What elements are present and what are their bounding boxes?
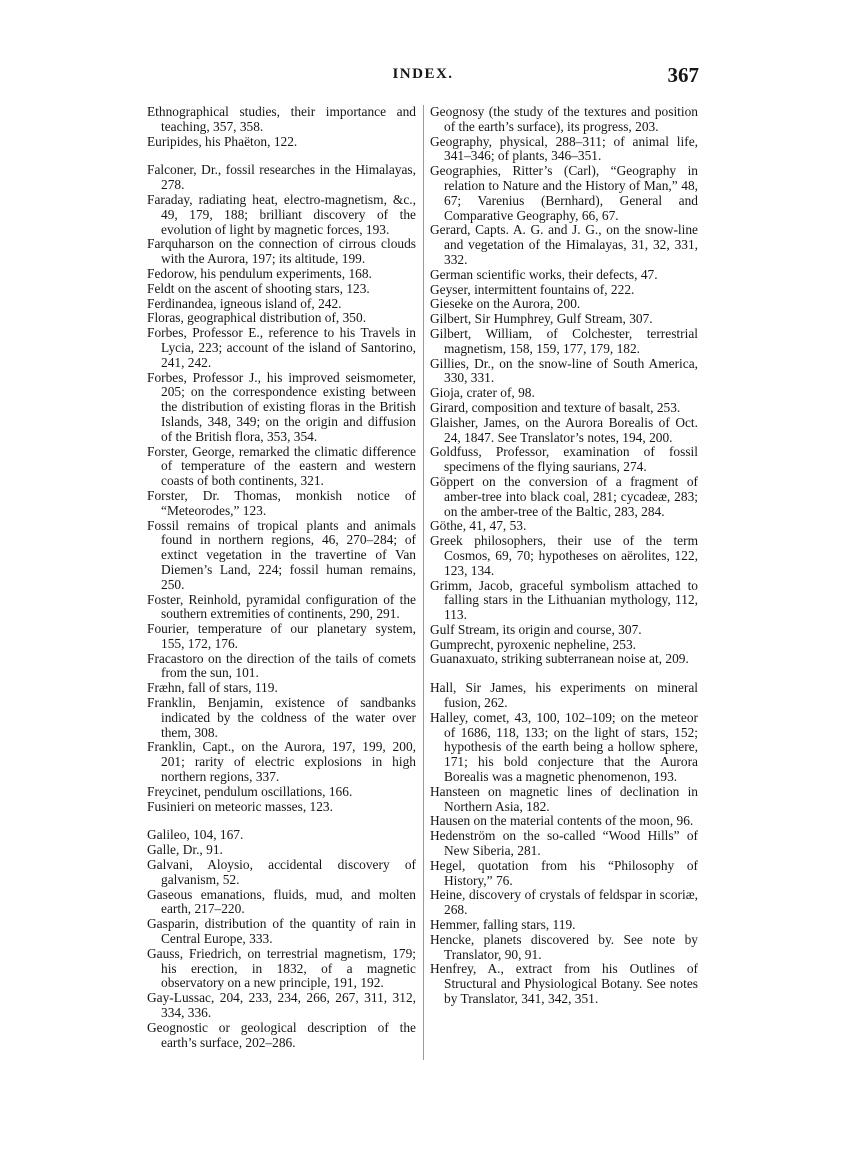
index-entry: Farquharson on the connection of cirrous clouds with the Aurora, 197; its altitude, 199. bbox=[147, 236, 416, 267]
index-entry: Gumprecht, pyroxenic nepheline, 253. bbox=[430, 636, 637, 652]
index-entry: Gay-Lussac, 204, 233, 234, 266, 267, 311, 312, 334, 336. bbox=[147, 990, 416, 1021]
index-entry: Geographies, Ritter’s (Carl), “Geography in relation to Nature and the History of Man,” 48, 67; Varenius (Bernhard), General and Comparative Geography, 66, 67. bbox=[430, 163, 698, 223]
index-entry: Gillies, Dr., on the snow-line of South America, 330, 331. bbox=[430, 355, 698, 386]
index-entry: Greek philosophers, their use of the term Cosmos, 69, 70; hypotheses on aërolites, 122, 123, 134. bbox=[430, 533, 698, 578]
index-entry: Franklin, Benjamin, existence of sandbanks indicated by the coldness of the water over them, 308. bbox=[147, 695, 416, 740]
index-entry: Fossil remains of tropical plants and animals found in northern regions, 46, 270–284; of extinct vegetation in the travertine of Van Diemen’s Land, 224; fossil human remains, 250. bbox=[147, 517, 416, 592]
index-entry: Grimm, Jacob, graceful symbolism attached to falling stars in the Lithuanian mythology, 112, 113. bbox=[430, 577, 698, 623]
index-entry: Hausen on the material contents of the moon, 96. bbox=[430, 813, 694, 829]
index-entry: German scientific works, their defects, 47. bbox=[430, 266, 658, 282]
index-entry: Freycinet, pendulum oscillations, 166. bbox=[147, 783, 353, 799]
index-entry: Euripides, his Phaëton, 122. bbox=[147, 133, 298, 149]
index-entry: Halley, comet, 43, 100, 102–109; on the meteor of 1686, 118, 133; on the light of stars, 152; hypothesis of the earth being a hollow sphere, 171; his bold conjecture that the Aurora Borealis was a magnetic phenomenon, 193. bbox=[430, 709, 698, 785]
index-entry: Gieseke on the Aurora, 200. bbox=[430, 296, 581, 312]
letter-section-gap bbox=[430, 667, 698, 681]
index-entry: Ferdinandea, igneous island of, 242. bbox=[147, 295, 342, 311]
index-entry: Falconer, Dr., fossil researches in the Himalayas, 278. bbox=[147, 162, 416, 193]
index-entry: Feldt on the ascent of shooting stars, 123. bbox=[147, 280, 370, 296]
index-entry: Hedenström on the so-called “Wood Hills” of New Siberia, 281. bbox=[430, 828, 698, 859]
running-header bbox=[147, 63, 699, 90]
index-entry: Geognosy (the study of the textures and position of the earth’s surface), its progress, 203. bbox=[430, 104, 698, 134]
index-entry: Gasparin, distribution of the quantity of rain in Central Europe, 333. bbox=[147, 916, 416, 947]
index-entry: Göthe, 41, 47, 53. bbox=[430, 518, 527, 534]
index-entry: Fedorow, his pendulum experiments, 168. bbox=[147, 265, 372, 281]
index-entry: Forbes, Professor J., his improved seismometer, 205; on the correspondence existing between the distribution of existing floras in the British Islands, 348, 349; on the origin and diffusion of the British flora, 353, 354. bbox=[147, 369, 416, 444]
index-entry: Ethnographical studies, their importance and teaching, 357, 358. bbox=[147, 104, 416, 134]
index-entry: Faraday, radiating heat, electro-magnetism, &c., 49, 179, 188; brilliant discovery of the evolution of light by magnetic forces, 193. bbox=[147, 191, 416, 237]
index-entry: Gerard, Capts. A. G. and J. G., on the snow-line and vegetation of the Himalayas, 31, 32, 331, 332. bbox=[430, 222, 698, 267]
index-entry: Fusinieri on meteoric masses, 123. bbox=[147, 798, 333, 814]
index-entry: Gioja, crater of, 98. bbox=[430, 385, 535, 401]
index-entry: Fræhn, fall of stars, 119. bbox=[147, 680, 278, 696]
index-entry: Galileo, 104, 167. bbox=[147, 827, 244, 843]
index-entry: Forbes, Professor E., reference to his Travels in Lycia, 223; account of the island of Santorino, 241, 242. bbox=[147, 325, 416, 370]
index-entry: Girard, composition and texture of basalt, 253. bbox=[430, 399, 681, 415]
index-entry: Galle, Dr., 91. bbox=[147, 842, 223, 858]
index-entry: Foster, Reinhold, pyramidal configuration of the southern extremities of continents, 290, 291. bbox=[147, 591, 416, 622]
index-entry: Floras, geographical distribution of, 350. bbox=[147, 310, 367, 326]
index-entry: Glaisher, James, on the Aurora Borealis of Oct. 24, 1847. See Translator’s notes, 194, 200. bbox=[430, 414, 698, 445]
index-entry: Geognostic or geological description of the earth’s surface, 202–286. bbox=[147, 1019, 416, 1050]
index-entry: Galvani, Aloysio, accidental discovery of galvanism, 52. bbox=[147, 857, 416, 887]
index-entry: Gulf Stream, its origin and course, 307. bbox=[430, 621, 642, 637]
letter-section-gap bbox=[147, 814, 416, 828]
index-entry: Forster, George, remarked the climatic difference of temperature of the eastern and western coasts of both continents, 321. bbox=[147, 443, 416, 489]
index-entry: Henfrey, A., extract from his Outlines of Structural and Physiological Botany. See notes by Translator, 341, 342, 351. bbox=[430, 961, 698, 1007]
index-entry: Hemmer, falling stars, 119. bbox=[430, 917, 576, 933]
index-entry: Gauss, Friedrich, on terrestrial magnetism, 179; his erection, in 1832, of a magnetic observatory on a new principle, 191, 192. bbox=[147, 945, 416, 991]
page-number: 367 bbox=[667, 63, 699, 87]
index-entry: Fracastoro on the direction of the tails of comets from the sun, 101. bbox=[147, 650, 416, 681]
index-entry: Hall, Sir James, his experiments on mineral fusion, 262. bbox=[430, 680, 698, 711]
index-entry: Hencke, planets discovered by. See note by Translator, 90, 91. bbox=[430, 931, 698, 962]
index-entry: Franklin, Capt., on the Aurora, 197, 199, 200, 201; rarity of electric explosions in high northern regions, 337. bbox=[147, 739, 416, 785]
index-entry: Hegel, quotation from his “Philosophy of History,” 76. bbox=[430, 857, 698, 888]
index-entry: Gilbert, Sir Humphrey, Gulf Stream, 307. bbox=[430, 311, 653, 327]
index-entry: Fourier, temperature of our planetary system, 155, 172, 176. bbox=[147, 621, 416, 651]
index-column-left bbox=[147, 105, 416, 1050]
column-divider bbox=[423, 105, 424, 1060]
index-entry: Gaseous emanations, fluids, mud, and molten earth, 217–220. bbox=[147, 886, 416, 917]
index-entry: Geyser, intermittent fountains of, 222. bbox=[430, 281, 635, 297]
page-title: INDEX. bbox=[392, 66, 454, 82]
index-entry: Hansteen on magnetic lines of declination in Northern Asia, 182. bbox=[430, 783, 698, 814]
index-entry: Guanaxuato, striking subterranean noise at, 209. bbox=[430, 651, 689, 667]
index-entry: Goldfuss, Professor, examination of fossil specimens of the flying saurians, 274. bbox=[430, 444, 698, 475]
index-column-right bbox=[430, 105, 698, 1007]
index-entry: Göppert on the conversion of a fragment of amber-tree into black coal, 281; cycadeæ, 283; on the amber-tree of the Baltic, 283, 284. bbox=[430, 473, 698, 519]
letter-section-gap bbox=[147, 149, 416, 163]
index-entry: Forster, Dr. Thomas, monkish notice of “Meteorodes,” 123. bbox=[147, 487, 416, 518]
index-entry: Heine, discovery of crystals of feldspar in scoriæ, 268. bbox=[430, 887, 698, 918]
index-entry: Geography, physical, 288–311; of animal life, 341–346; of plants, 346–351. bbox=[430, 133, 698, 164]
index-entry: Gilbert, William, of Colchester, terrestrial magnetism, 158, 159, 177, 179, 182. bbox=[430, 325, 698, 356]
